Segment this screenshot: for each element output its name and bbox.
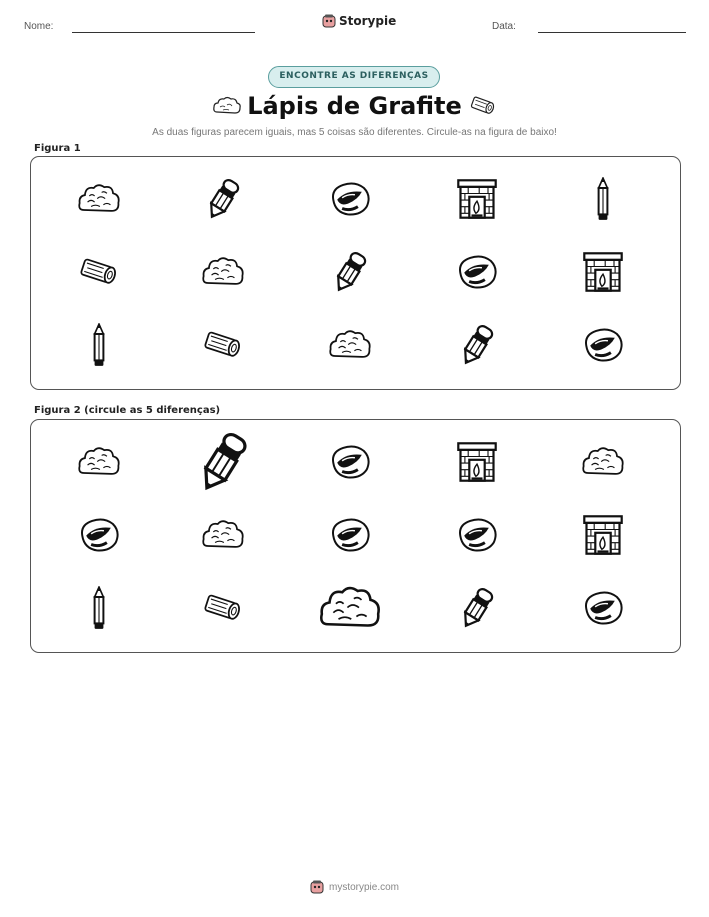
activity-badge: ENCONTRE AS DIFERENÇAS bbox=[268, 66, 440, 88]
fig2-rock-icon[interactable] bbox=[77, 516, 121, 558]
fig1-rock-icon[interactable] bbox=[581, 326, 625, 368]
page-title: Lápis de Grafite bbox=[247, 92, 462, 120]
fig2-rock-icon[interactable] bbox=[328, 516, 372, 558]
fig1-rock-icon[interactable] bbox=[455, 253, 499, 295]
name-line[interactable] bbox=[72, 32, 255, 33]
figure1-box[interactable] bbox=[30, 156, 681, 390]
fig2-pencil-icon[interactable] bbox=[88, 586, 110, 635]
footer-url[interactable]: mystorypie.com bbox=[328, 881, 399, 893]
figure1-label: Figura 1 bbox=[34, 143, 81, 154]
fig1-pencil-eraser-icon[interactable] bbox=[455, 323, 499, 372]
storypie-mascot-icon bbox=[310, 880, 324, 894]
fig2-cloud-icon[interactable] bbox=[318, 582, 382, 638]
fig2-cloud-icon[interactable] bbox=[201, 517, 245, 557]
fig2-pencil-eraser-icon[interactable] bbox=[455, 586, 499, 635]
fig1-log-icon[interactable] bbox=[77, 254, 121, 294]
fig2-rock-icon[interactable] bbox=[328, 443, 372, 485]
fig1-pencil-eraser-icon[interactable] bbox=[328, 250, 372, 299]
fig1-pencil-icon[interactable] bbox=[88, 323, 110, 372]
fig1-pencil-icon[interactable] bbox=[592, 177, 614, 226]
instructions: As duas figuras parecem iguais, mas 5 coisas são diferentes. Circule-as na figura de baixo! bbox=[152, 127, 557, 138]
fig1-cloud-icon[interactable] bbox=[328, 327, 372, 367]
date-line[interactable] bbox=[538, 32, 686, 33]
name-label: Nome: bbox=[24, 21, 54, 32]
fig2-cloud-icon[interactable] bbox=[581, 444, 625, 484]
fig2-pencil-eraser-icon[interactable] bbox=[191, 430, 255, 499]
fig1-cloud-icon[interactable] bbox=[77, 181, 121, 221]
fig2-rock-icon[interactable] bbox=[455, 516, 499, 558]
fig1-fireplace-icon[interactable] bbox=[455, 177, 499, 226]
brand-name: Storypie bbox=[339, 14, 397, 28]
log-icon bbox=[468, 95, 498, 117]
fig1-pencil-eraser-icon[interactable] bbox=[201, 177, 245, 226]
fig2-log-icon[interactable] bbox=[201, 590, 245, 630]
brand-logo bbox=[322, 14, 396, 28]
fig2-rock-icon[interactable] bbox=[581, 589, 625, 631]
storypie-mascot-icon bbox=[322, 14, 336, 28]
fig2-fireplace-icon[interactable] bbox=[455, 440, 499, 489]
fig1-fireplace-icon[interactable] bbox=[581, 250, 625, 299]
fig1-cloud-icon[interactable] bbox=[201, 254, 245, 294]
footer bbox=[0, 880, 709, 894]
fig2-fireplace-icon[interactable] bbox=[581, 513, 625, 562]
figure2-box[interactable] bbox=[30, 419, 681, 653]
fig1-log-icon[interactable] bbox=[201, 327, 245, 367]
fig2-cloud-icon[interactable] bbox=[77, 444, 121, 484]
date-label: Data: bbox=[492, 21, 516, 32]
fig1-rock-icon[interactable] bbox=[328, 180, 372, 222]
figure2-label: Figura 2 (circule as 5 diferenças) bbox=[34, 405, 221, 416]
